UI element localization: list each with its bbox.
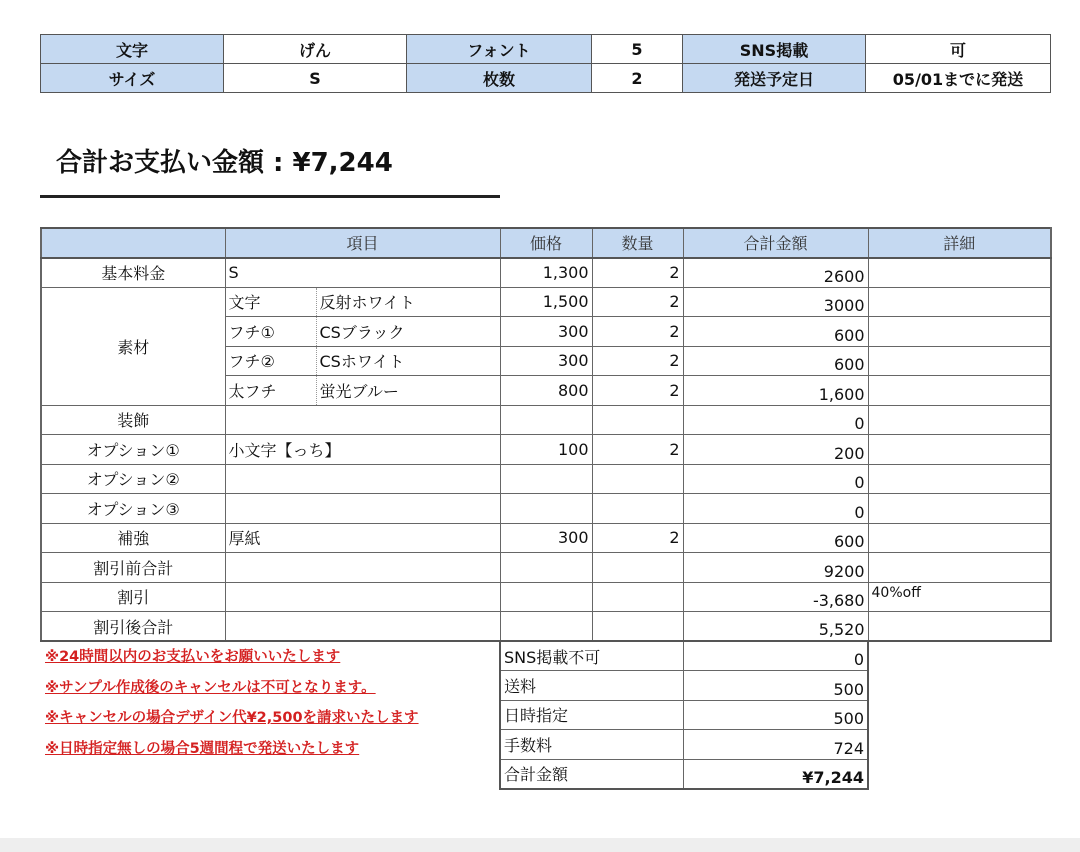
fee-row: [41, 641, 1051, 671]
row-detail: [868, 258, 1051, 288]
header-price: 価格: [500, 228, 592, 258]
info-label-ship-date: 発送予定日: [683, 64, 866, 93]
discount-detail: 40%off: [868, 582, 1051, 612]
row-detail: [868, 346, 1051, 376]
fee-spacer: [868, 730, 1051, 760]
row-total: 200: [683, 435, 868, 465]
info-value-count: 2: [592, 64, 683, 93]
row-item: [225, 582, 500, 612]
row-total: -3,680: [683, 582, 868, 612]
info-value-text: げん: [224, 35, 407, 64]
fee-total: 500: [683, 700, 868, 730]
pricing-table: [40, 227, 1052, 790]
notes-block: [41, 641, 500, 789]
table-row: [41, 405, 1051, 435]
grand-total-value: ¥7,244: [683, 759, 868, 789]
row-price: [500, 612, 592, 642]
row-item: 厚紙: [225, 523, 500, 553]
row-price: 300: [500, 346, 592, 376]
order-info-table: [40, 34, 1051, 93]
row-price: [500, 553, 592, 583]
header-total: 合計金額: [683, 228, 868, 258]
header-blank: [41, 228, 225, 258]
note-line: ※日時指定無しの場合5週間程で発送いたします: [45, 740, 360, 757]
row-item: S: [225, 258, 500, 288]
fee-spacer: [868, 671, 1051, 701]
table-row: [41, 523, 1051, 553]
row-detail: [868, 405, 1051, 435]
row-qty: [592, 405, 683, 435]
row-price: 800: [500, 376, 592, 406]
info-value-ship-date: 05/01までに発送: [866, 64, 1051, 93]
row-detail: [868, 287, 1051, 317]
table-row: [41, 258, 1051, 288]
row-qty: 2: [592, 258, 683, 288]
row-detail: [868, 376, 1051, 406]
fee-spacer: [868, 641, 1051, 671]
table-row: [41, 582, 1051, 612]
row-price: [500, 494, 592, 524]
total-payment-title: 合計お支払い金額 : ¥7,244: [56, 148, 393, 178]
fee-total: 724: [683, 730, 868, 760]
row-label: オプション①: [41, 435, 225, 465]
row-qty: 2: [592, 317, 683, 347]
material-name: CSブラック: [316, 317, 500, 347]
row-qty: 2: [592, 346, 683, 376]
info-label-count: 枚数: [407, 64, 592, 93]
table-row: [41, 553, 1051, 583]
note-line: ※サンプル作成後のキャンセルは不可となります。: [45, 679, 376, 696]
fee-label: 日時指定: [500, 700, 683, 730]
fee-label: 送料: [500, 671, 683, 701]
row-price: 100: [500, 435, 592, 465]
info-label-size: サイズ: [41, 64, 224, 93]
row-detail: [868, 523, 1051, 553]
table-row: [41, 612, 1051, 642]
row-qty: [592, 553, 683, 583]
info-label-sns: SNS掲載: [683, 35, 866, 64]
row-total: 600: [683, 346, 868, 376]
row-item: [225, 494, 500, 524]
material-name: 蛍光ブルー: [316, 376, 500, 406]
row-price: 1,500: [500, 287, 592, 317]
row-detail: [868, 494, 1051, 524]
grand-total-label: 合計金額: [500, 759, 683, 789]
header-item: 項目: [225, 228, 500, 258]
row-label: 装飾: [41, 405, 225, 435]
row-item: [225, 553, 500, 583]
row-qty: 2: [592, 523, 683, 553]
row-label: 割引後合計: [41, 612, 225, 642]
row-detail: [868, 435, 1051, 465]
row-total: 3000: [683, 287, 868, 317]
fee-spacer: [868, 759, 1051, 789]
row-price: [500, 464, 592, 494]
fee-label: 手数料: [500, 730, 683, 760]
row-total: 5,520: [683, 612, 868, 642]
material-part: 太フチ: [225, 376, 316, 406]
row-detail: [868, 612, 1051, 642]
row-qty: [592, 494, 683, 524]
fee-spacer: [868, 700, 1051, 730]
row-item: [225, 405, 500, 435]
info-value-sns: 可: [866, 35, 1051, 64]
page-bottom-band: [0, 838, 1080, 852]
row-total: 0: [683, 405, 868, 435]
material-part: フチ①: [225, 317, 316, 347]
material-name: CSホワイト: [316, 346, 500, 376]
note-line: ※キャンセルの場合デザイン代¥2,500を請求いたします: [45, 710, 419, 727]
row-item: 小文字【っち】: [225, 435, 500, 465]
row-label: 割引: [41, 582, 225, 612]
row-price: 300: [500, 317, 592, 347]
info-label-text: 文字: [41, 35, 224, 64]
row-qty: 2: [592, 376, 683, 406]
table-header-row: [41, 228, 1051, 258]
row-item: [225, 612, 500, 642]
material-label: 素材: [41, 287, 225, 405]
row-price: [500, 405, 592, 435]
row-qty: [592, 464, 683, 494]
table-row: [41, 287, 1051, 317]
fee-total: 0: [683, 641, 868, 671]
row-label: 補強: [41, 523, 225, 553]
title-underline: [40, 195, 500, 198]
row-total: 0: [683, 464, 868, 494]
table-row: [41, 435, 1051, 465]
material-part: フチ②: [225, 346, 316, 376]
row-price: 1,300: [500, 258, 592, 288]
row-item: [225, 464, 500, 494]
table-row: [41, 464, 1051, 494]
row-qty: [592, 612, 683, 642]
material-part: 文字: [225, 287, 316, 317]
row-total: 9200: [683, 553, 868, 583]
row-price: [500, 582, 592, 612]
row-detail: [868, 553, 1051, 583]
row-qty: 2: [592, 287, 683, 317]
row-total: 600: [683, 523, 868, 553]
header-detail: 詳細: [868, 228, 1051, 258]
header-qty: 数量: [592, 228, 683, 258]
row-label: 基本料金: [41, 258, 225, 288]
row-detail: [868, 464, 1051, 494]
row-label: オプション②: [41, 464, 225, 494]
info-value-size: S: [224, 64, 407, 93]
row-detail: [868, 317, 1051, 347]
fee-total: 500: [683, 671, 868, 701]
row-label: オプション③: [41, 494, 225, 524]
table-row: [41, 494, 1051, 524]
material-name: 反射ホワイト: [316, 287, 500, 317]
info-value-font: 5: [592, 35, 683, 64]
note-line: ※24時間以内のお支払いをお願いいたします: [45, 649, 341, 665]
row-label: 割引前合計: [41, 553, 225, 583]
row-qty: [592, 582, 683, 612]
row-qty: 2: [592, 435, 683, 465]
row-price: 300: [500, 523, 592, 553]
info-row: [41, 64, 1051, 93]
fee-label: SNS掲載不可: [500, 641, 683, 671]
row-total: 1,600: [683, 376, 868, 406]
row-total: 2600: [683, 258, 868, 288]
info-row: [41, 35, 1051, 64]
info-label-font: フォント: [407, 35, 592, 64]
row-total: 0: [683, 494, 868, 524]
row-total: 600: [683, 317, 868, 347]
